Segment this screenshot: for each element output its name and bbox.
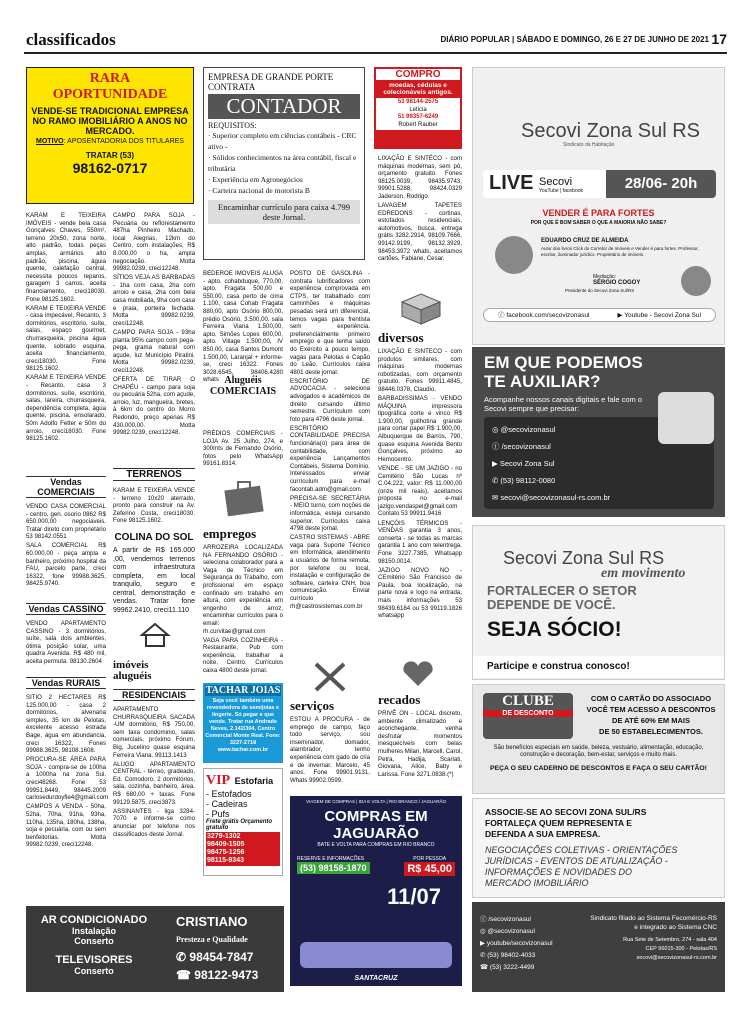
assoc-neg: NEGOCIAÇÕES COLETIVAS - ORIENTAÇÕES JURÍDICAS - EVENTOS DE ATUALIZAÇÃO - INFORMAÇÕES E NOVIDADES DO MERCADO IMOBILIÁRIO — [485, 845, 678, 888]
clube-cta: PEÇA O SEU CADERNO DE DESCONTOS E FAÇA O SEU CARTÃO! — [490, 765, 707, 772]
help-sub: Acompanhe nossos canais digitais e fale com o Secovi sempre que precisar: — [484, 395, 643, 413]
fb-link[interactable]: ⓕ facebook.com/secovizonasul — [498, 312, 590, 319]
rara-motivo: MOTIVO: APOSENTADORIA DOS TITULARES — [36, 138, 184, 145]
ad-text: BEDEROE IMOVEIS ALUGA - apto. cohabduque, 770,00, apto. Fragata 500,00 e 550,00, casa perto de cima 1.100, casa Cohab Fragata 880,00, apto Osório 800,00, prédio Osório, 3.500,00, sala Ferreira Viana 1.500,00, apto. Simões Lopes 600,00, apto. Village 1.500,00, IV 850,00, casa Santos Dumont 1.500,00, Laranjal + informe-se, creci 16322. Fones 3028.6545, 98406.4280 whats — [203, 270, 283, 384]
compras-info: RESERVE E INFORMAÇÕES — [297, 856, 365, 862]
ad-text: PROCURA-SE ÁREA PARA SOJA - compra-se de 100ha a 1000ha na zona Sul. creci48268. Fone 53 99951.8449, 98445.2009 carlosedurdoyfle4@gmail.com — [26, 756, 109, 802]
compro-phone2: 51 99357-6249 — [397, 114, 439, 120]
ad-text: LENÇÓIS TÉRMICOS - VENDAS garantia 3 anos, conserta - se todas as marcas garantia 1 ano com telentrega. Fone 3227.7385, Whatsapp 98150.0014. — [378, 519, 462, 565]
col1c — [26, 620, 106, 672]
compro-name2: Robert Rauber — [398, 121, 438, 128]
ad-text: SALA COMERCIAL R$ 60.000,00 - peça ampla e banheiro, próximo hospital da FAU, parcelo parte, creci 16322, fone 99988.3625, 98425.9740. — [26, 542, 106, 588]
foot-wa[interactable]: ✆ (53) 98402-4033 — [480, 952, 536, 959]
contador-req-label: REQUISITOS: — [208, 121, 257, 130]
phone-illustration — [658, 392, 714, 444]
ar-name: CRISTIANO — [176, 914, 248, 929]
ad-text: ESCRITÓRIO CONTABILIDADE PRECISA funcionária(o) para área de contabilidade, com experiência Lançamentos Contábeis, Sistema Domínio. Interessados enviar currículum para e-mail facontab.adm@gmail.com — [290, 424, 370, 493]
channel-whatsapp[interactable]: ✆ (53) 98112-0080 — [492, 476, 556, 485]
secovi-assoc — [472, 798, 725, 898]
ar-ad — [26, 906, 284, 992]
mod-photo — [681, 266, 711, 296]
compras-brand: SANTACRUZ — [354, 975, 398, 982]
vip-phones: 3279-1302 98409-1505 98475-1256 98115-9343 — [206, 832, 280, 866]
compras-price: R$ 45,00 — [404, 862, 455, 876]
ad-text: PRIVÊ ON - LOCAL discreto, ambiente climatizado e aconchegante, venha desfrutar momentos inesquecíveis com belas mulheres Milan, Marcell, Carol, Petra, Hadija, Scarlati, Giovana, Alice, Baby e Larissa. Fone 3271.0838.(*) — [378, 710, 462, 778]
secovi-socio — [472, 525, 725, 680]
head-alugueis-comerciais: Aluguéis COMERCIAIS — [209, 375, 277, 397]
ar-l1: AR CONDICIONADO — [40, 914, 148, 926]
head-residenciais: RESIDENCIAIS — [113, 689, 195, 701]
rara-tratar: TRATAR (53) — [85, 151, 135, 160]
ar-l4: TELEVISORES — [55, 954, 133, 966]
heart-icon — [400, 660, 436, 688]
speaker-photo — [495, 236, 533, 274]
head-imoveis-alugueis: imóveis aluguéis — [113, 659, 152, 682]
ad-text: KARAM E TEIXEIRA IMÓVEIS - vende bela casa Gonçalves Chaves, 550m², terreno 20x50, zona norte, alto padrão, todas peças amplas, armários alto padrão, piscina, águia quente, calefação central, necessita poucos reparos, garagem 3 carros, aceita financiamento, creci18030. Fone 98125.1602. — [26, 212, 106, 303]
rara-title2: OPORTUNIDADE — [52, 87, 168, 102]
compro-phone1: 53 98144-2575 — [397, 99, 439, 105]
col1b — [26, 503, 106, 595]
secovi-clube — [472, 684, 725, 794]
compras-ad — [290, 796, 462, 986]
rara-ad — [26, 67, 194, 204]
ad-text: JAZIGO NOVO NO - CEmitério São Francisco de Paula, boa localização, na parte nova e logo na entrada, mais informações 53 98439.6184 ou 53 99119.1826 whatsapp — [378, 566, 462, 620]
ar-phone1: ✆ 98454-7847 — [176, 950, 254, 964]
mod-desc: Presidente do Secovi Zona Sul/RS — [565, 288, 635, 293]
head-colina: COLINA DO SOL — [114, 532, 194, 543]
col1 — [26, 212, 106, 454]
ad-text: VENDE - SE UM JAZIGO - no Cemitério São Lucas nº C.04.222, valor: R$ 11.000,00 (onze mil reais), aceitamos proposta no e-mail jazigo.vendaspel@gmail.com Contato 53 99911.9416 — [378, 464, 462, 518]
ad-text: SITIO 2 HECTARES R$ 125.000,00 - casa 2 dormitórios, alvenaria simples, 35 km de Pelotas, excelente acesso estrada Bage, água em abundancia, creci 16322, Fones 99988.3625, 98108.1608. — [26, 694, 106, 755]
clube-sub: DE DESCONTO — [483, 710, 573, 717]
paper-date: DIÁRIO POPULAR | SÁBADO E DOMINGO, 26 E 27 DE JUNHO DE 2021 — [440, 35, 709, 44]
ad-text: ESTOU A PROCURA - de emprego de campo, faço todo serviço, sou inseminador, domador, alambrador, tenho experiência com gado de cria e de invernar. Marcelo, 45 anos. Fone 99901.9131, Whats 99902.0599. — [290, 716, 370, 784]
head-servicos: serviços — [290, 698, 335, 713]
col5 — [378, 155, 462, 285]
briefcase-icon — [222, 478, 266, 518]
contador-title: CONTADOR — [208, 94, 360, 119]
col3b — [203, 430, 283, 470]
socio-fort: FORTALECER O SETOR DEPENDE DE VOCÊ. — [487, 583, 637, 612]
vip-items: - Estofados - Cadeiras - Pufs — [206, 789, 252, 819]
live-platforms: YouTube | facebook — [539, 188, 584, 194]
live-q1: VENDER É PARA FORTES — [542, 208, 655, 218]
ad-text: CASTRO SISTEMAS - ABRE vaga para Suporte Técnico em Informática, atendimento a usuários de forma remota, por telefone ou local, instalação e configuração de software, carteira CNH, boa comunicação. Enviar currículo rh@castrosistemas.com.br — [290, 534, 370, 610]
speaker-name: EDUARDO CRUZ DE ALMEIDA — [541, 238, 629, 244]
socio-logo: Secovi Zona Sul RS — [503, 548, 665, 568]
channel-facebook[interactable]: ⓕ /secovizonasul — [492, 442, 551, 451]
ad-text: APARTAMENTO CHURRASQUEIRA SACADA -UM dormitório, R$ 750,00, sem taxa condominio, salas comerciais, próximo Fórum, Big, Jucelino quase esquina Ferreira Viana. 99113.1413 — [113, 706, 195, 759]
yt-link[interactable]: ▶ Youtube - Secovi Zona Sul — [617, 312, 701, 319]
ad-text: CAMPOS A VENDA - 50ha, 52ha, 70ha, 91ha, 93ha, 110ha, 135ha, 180ha, 138ha, soja e pecuária, com ou sem benfeitorias. Motta 99982.0239, creci12248. — [26, 803, 106, 849]
contador-reqs: · Superior completo em ciências contábeis - CRC ativo - · Sólidos conhecimentos na área contábil, fiscal e tributária · Experiência em Agronegócios · Carteira nacional de motorista B — [208, 131, 357, 195]
contador-ad — [203, 67, 365, 260]
head-vendas-cassino: Vendas CASSINO — [26, 603, 106, 615]
channel-email[interactable]: ✉ secovi@secovizonasul-rs.com.br — [492, 493, 611, 502]
ad-text: CAMPO PARA SOJA - 93ha planta 95% campo com pega-pega, grama natural com açude, luz Município Piratini. Motta 99982.0239, creci12248. — [113, 328, 195, 374]
bus-image — [300, 942, 452, 968]
secovi-logo-sub: Sindicato da Habitação — [563, 142, 615, 148]
clube-title: CLUBE — [502, 693, 554, 709]
footer-address: Sindicato filiado ao Sistema Fecomércio-RS e integrado ao Sistema CNC Rua Sete de Setembro, 274 - sala 404 CEP 96015-300 - Pelotas/RS secovi@secovizonasul-rs.com.br — [590, 915, 717, 961]
ad-text: PRÉDIOS COMERCIAIS - LOJA Av. 25 Julho, 274, e 300mts de Fernando Osório, fotos pelo WhatsApp 99161.8314. — [203, 430, 283, 468]
rara-phone: 98162-0717 — [72, 160, 148, 176]
col2d — [113, 706, 195, 876]
head-recados: recados — [378, 692, 421, 707]
secovi-logo: Secovi Zona Sul RS — [521, 120, 700, 142]
vip-free: Frete grátis Orçamento gratuito — [206, 819, 273, 831]
vip-sub: Estofaria — [234, 776, 274, 786]
col3c — [203, 544, 283, 681]
ad-text: BARBADISSIMAS - VENDO MÁQUINA impressora tipográfica corte e vinco R$ 1.900,00, guilhotina grande para cortar papel R$ 1.900,00, Albuquerque de Barros, 790, quase esquina Avenida Bento Gonçalves, próximo ao Hemocentro. — [378, 395, 462, 463]
rara-body: VENDE-SE TRADICIONAL EMPRESA NO RAMO IMOBILIÁRIO A ANOS NO MERCADO. — [31, 106, 189, 136]
ad-text: A partir de R$ 165.000 ,00, vendemos terrenos com infraestrutura completa, em local tranquilo, seguro e central, demonstração e vendas. Tratar fone 99962.2410, creci11.110 — [113, 547, 195, 614]
ad-text: LAVAGEM TAPETES EDREDONS - cortinas, estofados residenciais, automotivos, busca, entrega grátis 3282.2914, 98109.7666, 99142.9199, 98132.3929, 98453.3972 whats, aceitamos cartões, Fabiane, Cesar. — [378, 202, 462, 263]
col4 — [290, 270, 370, 652]
contador-company: EMPRESA DE GRANDE PORTE CONTRATA — [208, 72, 334, 92]
compro-title: COMPRO — [376, 69, 460, 80]
col5b — [378, 348, 462, 676]
compro-name1: Leticia — [409, 106, 427, 113]
socio-part: Participe e construa conosco! — [473, 656, 724, 678]
compro-ad — [374, 67, 462, 149]
socio-title: SEJA SÓCIO! — [487, 618, 622, 641]
compras-title: COMPRAS EM JAGUARÃO — [324, 808, 428, 842]
mod-name: SÉRGIO COGOY — [593, 280, 641, 286]
channel-instagram[interactable]: ◎ @secovizonasul — [492, 425, 556, 434]
col4b — [290, 716, 370, 794]
ar-phone2: ☎ 98122-9473 — [176, 968, 259, 982]
clube-benef: São benefícios especiais em saúde, beleza, vestuário, alimentação, educação, construção e decoração, bem-estar, serviços e muito mais. — [493, 745, 704, 758]
box-icon — [398, 288, 444, 326]
vip-ad — [203, 768, 283, 876]
head-diversos: diversos — [378, 330, 424, 345]
secovi-footer — [472, 902, 725, 992]
live-q2: POR QUE É BOM SABER O QUE A MAIORIA NÃO SABE? — [530, 220, 667, 226]
ad-text: LIXAÇÃO E SINTÉCO - com máquinas modernas, sem pó, orçamento gratuito. Fones 98125.0039, 98435.9743, 99901.5288, 98424.0329 Jaderson, Rodrigo. — [378, 155, 462, 200]
ar-l3: Conserto — [74, 936, 114, 946]
head-empregos: empregos — [203, 526, 257, 541]
ad-text: ALUGO APARTAMENTO CENTRAL - térreo, gradeado, Ed. Comodoro, 2 dormitórios, sala, cozinha, banheiro, área. R$ 680,00 + taxas. Fone 99129.5875, creci3873. — [113, 760, 195, 806]
head-terrenos: TERRENOS — [113, 468, 195, 481]
footer-channels — [480, 914, 553, 974]
col2c — [113, 547, 195, 614]
ad-text: POSTO DE GASOLINA - contrata lubrificadores com experiência comprovada em CTPS, ter trabalhado com caminhões e máquinas pesadas será um diferencial, temos vagas para frentista sem experiência, preferencialmente primeiro emprego e que tenha saído do Exército a pouco tempo, vagas para Pelotas e Capão do Leão. Currículos caixa 4801 deste jornal. — [290, 270, 370, 376]
header-rule — [24, 52, 727, 54]
compras-top: VIAGEM DE COMPRAS | IDA E VOLTA | RIO BRANCO / JAGUARÃO — [306, 799, 446, 804]
channel-youtube[interactable]: ▶ Secovi Zona Sul — [492, 459, 555, 468]
ad-text: KARAM E TEIXEIRA VENDE - Recanto, casa 3 dormitórios, suíte, escritório, salas, lareira, churrasqueira, dependência completa, água quente, piscina, ensolarado, 50m Adolfo Fetter e 50m do arroio, creci18030. Fone 98125.1602. — [26, 374, 106, 443]
ad-text: VENDO APARTAMENTO CASSINO - 3 dormitórios, suíte, sala dois ambientes, ótima posição solar, uma quadra Avenida. R$ 480 mil, aceita permuta. 98130.2604 — [26, 620, 106, 665]
compras-sub: BATE E VOLTA PARA COMPRAS EM RIO BRANCO — [317, 842, 435, 848]
foot-yt[interactable]: ▶ youtube/secovizonasul — [480, 940, 553, 947]
ar-sub: Presteza e Qualidade — [176, 935, 248, 944]
clube-desc: COM O CARTÃO DO ASSOCIADO VOCÊ TEM ACESSO A DESCONTOS DE ATÉ 60% EM MAIS DE 50 ESTABELECIMENTOS. — [586, 694, 716, 736]
tachar-body: Seja você também uma revendedora de semijoias e lingerie. Só pegar e que vende. Tratar rua Andrade Neves, 2.142/304, Centro Comercial Monte Real. Fone: 3227-2718 www.tachar.com.br — [205, 698, 281, 753]
vip-logo: VIP — [206, 773, 231, 788]
head-vendas-rurais: Vendas RURAIS — [26, 677, 106, 689]
live-label: LIVE — [489, 172, 534, 194]
page-number: 17 — [711, 31, 727, 47]
assoc-title: ASSOCIE-SE AO SECOVI ZONA SUL/RS FORTALEÇA QUEM REPRESENTA E DEFENDA A SUA EMPRESA. — [485, 807, 647, 839]
foot-phone[interactable]: ☎ (53) 3222-4499 — [480, 964, 535, 971]
ad-text: KARAM E TEIXEIRA VENDE - terreno 10x20 aterrado, pronto para construir na Av. Zeferino Costa, creci18030. Fone 98125.1602. — [113, 487, 195, 525]
tools-icon — [310, 660, 350, 694]
ad-text: CAMPO PARA SOJA - Pecuária ou reflorestamento 487ha Pinheiro Machado, local Alegrias, 12km do Centro, com instalações, R$ 8.000,00 o ha, ampla negociação. Motta 99982.0239, creci12248. — [113, 212, 195, 273]
col2 — [113, 212, 195, 462]
ar-l2: Instalação — [71, 926, 117, 936]
ad-text: LIXAÇÃO E SINTECO - com produtos similares, com máquinas modernas robotizadas, com orçamento gratuito. Fones 99911.4845, 98446.0378, Claudio. — [378, 348, 462, 393]
mod-label: Mediação: — [593, 274, 617, 280]
head-vendas-comerciais: Vendas COMERCIAIS — [26, 476, 106, 498]
section-title: classificados — [26, 30, 116, 49]
help-title: EM QUE PODEMOS TE AUXILIAR? — [484, 353, 643, 391]
secovi-top — [472, 67, 725, 345]
compras-date: 11/07 — [387, 884, 441, 909]
compro-sub: moedas, cédulas e colecionáveis antigos. — [383, 82, 453, 96]
ad-text: PRECISA-SE SECRETÁRIA - MEIO turno, com noções de informática, esteja cursando superior. Currículos caixa 4798 deste jornal. — [290, 494, 370, 533]
ad-text: KARAM E TEIXEIRA VENDE - casa impecável, Recanto, 3 dormitórios, escritório, suíte, salas, espaço gourmet, churrasqueira, piscina água quente, sobrado esquina, aceita financiamento, creci18030. Fone 98125.1602. — [26, 304, 106, 373]
col5c — [378, 710, 462, 800]
contador-footer: Encaminhar currículo para caixa 4.799 deste Jornal. — [208, 200, 360, 224]
tachar-ad — [203, 683, 283, 763]
tachar-title: TACHAR JOIAS — [205, 685, 281, 696]
ad-text: ASSINANTES - liga 3284-7070 e informe-se como anunciar por telefone nos classificados deste Jornal. — [113, 807, 195, 838]
ad-text: VAGA PARA COZINHEIRA - Restaurante, Pub com experiência, trabalhar a noite, Centro. Currículos caixa 4800 deste jornal. — [203, 636, 283, 674]
ad-text: SÍTIOS VEJA AS BARBADAS - 1ha com casa, 2ha com arroio e casa, 2ha com bela casa mobiliada, 9ha com casa e praia, porteira fechada. Motta 99982.0239, creci12248. — [113, 274, 195, 327]
ar-l5: Conserto — [74, 966, 114, 976]
ad-text: VENDO CASA COMERCIAL - centro, gen. osorio 0862 R$ 650.000,00 negociaveis. Tratar direto com proprietário 53 98142.0551 — [26, 503, 106, 541]
secovi-help — [472, 347, 725, 517]
ad-text: ARROZEIRA LOCALIZADA NA FERNANDO OSÓRIO - seleciona colaborador para a Vaga de Técnico em Segurança do Trabalho, com profissional em espaço confinado em trabalho em altura, com experiência em engenho de arroz, encaminhar currículos para o email: rh.curvitae@gmail.com — [203, 544, 283, 635]
col3 — [203, 270, 283, 384]
ad-text: ESCRITÓRIO DE ADVOCACIA - seleciona advogados e acadêmicos de direito cursando último semestre. Currículum com foto para 4796 deste jornal. — [290, 377, 370, 423]
speaker-desc: Autor dos livros Click do Corretor de Imóveis e Vender é para fortes. Professor, escritor, iluminador jurídico. Proprietário de imóveis. — [541, 246, 699, 257]
compras-phone: (53) 98158-1870 — [297, 862, 370, 874]
live-secovi: Secovi — [539, 176, 573, 188]
rara-title1: RARA — [89, 71, 131, 86]
live-date: 28/06- 20h — [606, 170, 716, 198]
foot-fb[interactable]: ⓕ /secovizonasul — [480, 916, 531, 923]
compras-price-label: POR PESSOA — [413, 856, 447, 862]
col2b — [113, 487, 195, 529]
foot-ig[interactable]: ◎ @secovizonasul — [480, 928, 535, 935]
col1d — [26, 694, 109, 872]
socio-mov: em movimento — [601, 566, 686, 581]
ad-text: OFERTA DE TIRAR O CHAPÉU - campo para soja ou pecuária 52ha, com açude, arroio, luz, mangueira, bretes, à 6km do centro do Morro Redondo, preço apenas R$ 430.000,00. Motta 99982.0239, creci12248. — [113, 375, 195, 437]
house-icon — [140, 622, 170, 648]
